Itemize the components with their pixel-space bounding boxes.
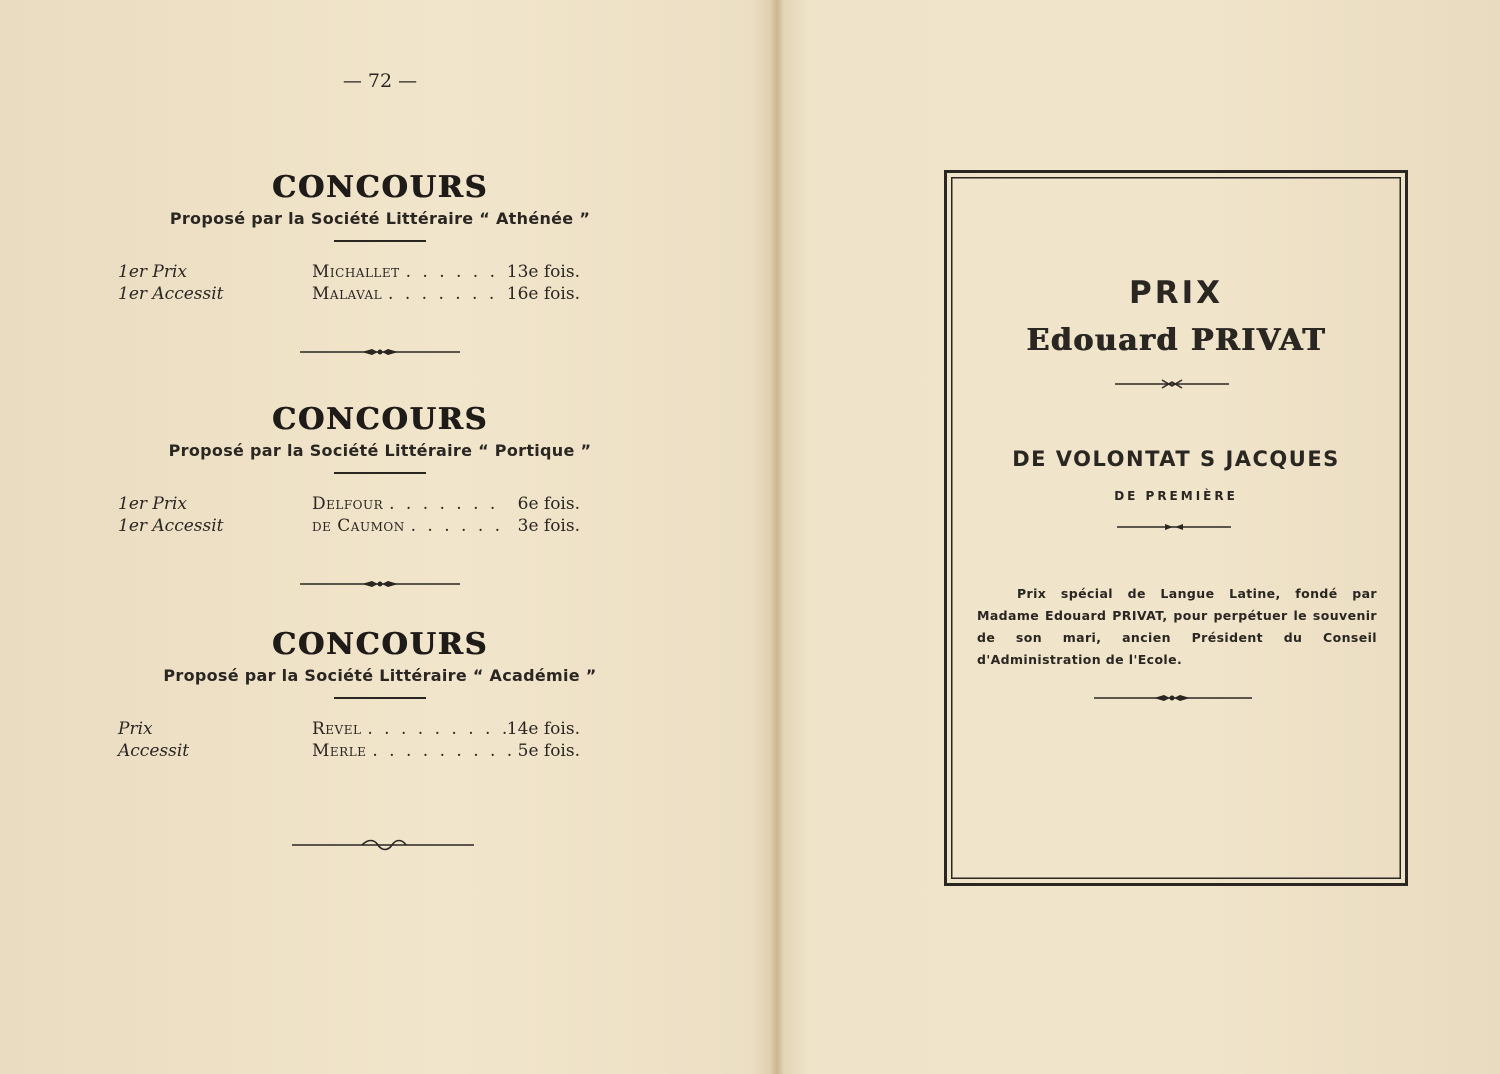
award-count: 16e fois. bbox=[506, 283, 580, 304]
concours-title: CONCOURS bbox=[271, 402, 489, 437]
book-gutter bbox=[770, 0, 784, 1074]
award-label: Accessit bbox=[118, 740, 190, 761]
prize-frame bbox=[944, 170, 1408, 886]
ornament-divider bbox=[300, 577, 460, 591]
ornament-divider bbox=[292, 838, 474, 852]
student-name: Michallet . . . . . . bbox=[312, 261, 499, 282]
award-row bbox=[100, 494, 660, 516]
award-label: 1er Prix bbox=[118, 261, 187, 282]
ornament-divider bbox=[300, 345, 460, 359]
concours-subtitle: Proposé par la Société Littéraire “ Portique ” bbox=[168, 441, 592, 460]
divider bbox=[334, 472, 426, 474]
award-label: 1er Accessit bbox=[118, 283, 224, 304]
divider bbox=[334, 240, 426, 242]
award-count: 6e fois. bbox=[517, 493, 580, 514]
concours-subtitle: Proposé par la Société Littéraire “ Académie ” bbox=[163, 666, 597, 685]
divider bbox=[334, 697, 426, 699]
prize-description: Prix spécial de Langue Latine, fondé par Madame Edouard PRIVAT, pour perpétuer le souvenir de son mari, ancien Président du Conseil d'Administration de l'Ecole. bbox=[977, 586, 1377, 667]
concours-subtitle: Proposé par la Société Littéraire “ Athénée ” bbox=[169, 209, 591, 228]
award-label: 1er Prix bbox=[118, 493, 187, 514]
student-name: Malaval . . . . . . . bbox=[312, 283, 498, 304]
ornament-divider bbox=[1115, 377, 1229, 391]
concours-athenee bbox=[100, 170, 660, 306]
prix-title: PRIX bbox=[1128, 275, 1224, 311]
award-label: Prix bbox=[118, 718, 153, 739]
concours-title: CONCOURS bbox=[271, 170, 489, 205]
laureate-class: DE PREMIÈRE bbox=[1114, 489, 1238, 503]
award-count: 3e fois. bbox=[517, 515, 580, 536]
laureate-name: DE VOLONTAT S JACQUES bbox=[1012, 447, 1340, 471]
ornament-divider bbox=[1117, 520, 1231, 534]
award-count: 14e fois. bbox=[506, 718, 580, 739]
award-row bbox=[100, 284, 660, 306]
award-row bbox=[100, 516, 660, 538]
concours-portique bbox=[100, 402, 660, 538]
right-page bbox=[784, 0, 1500, 1074]
page-number: — 72 — bbox=[342, 70, 418, 92]
award-count: 5e fois. bbox=[517, 740, 580, 761]
concours-academie bbox=[100, 627, 660, 763]
award-row bbox=[100, 741, 660, 763]
award-count: 13e fois. bbox=[506, 261, 580, 282]
student-name: Merle . . . . . . . . . bbox=[312, 740, 516, 761]
concours-title: CONCOURS bbox=[271, 627, 489, 662]
prix-name: Edouard PRIVAT bbox=[1026, 323, 1326, 358]
award-label: 1er Accessit bbox=[118, 515, 224, 536]
ornament-divider bbox=[1094, 691, 1252, 705]
award-row bbox=[100, 719, 660, 741]
award-row bbox=[100, 262, 660, 284]
student-name: de Caumon . . . . . . bbox=[312, 515, 504, 536]
student-name: Delfour . . . . . . . bbox=[312, 493, 499, 514]
student-name: Revel . . . . . . . . . bbox=[312, 718, 511, 739]
